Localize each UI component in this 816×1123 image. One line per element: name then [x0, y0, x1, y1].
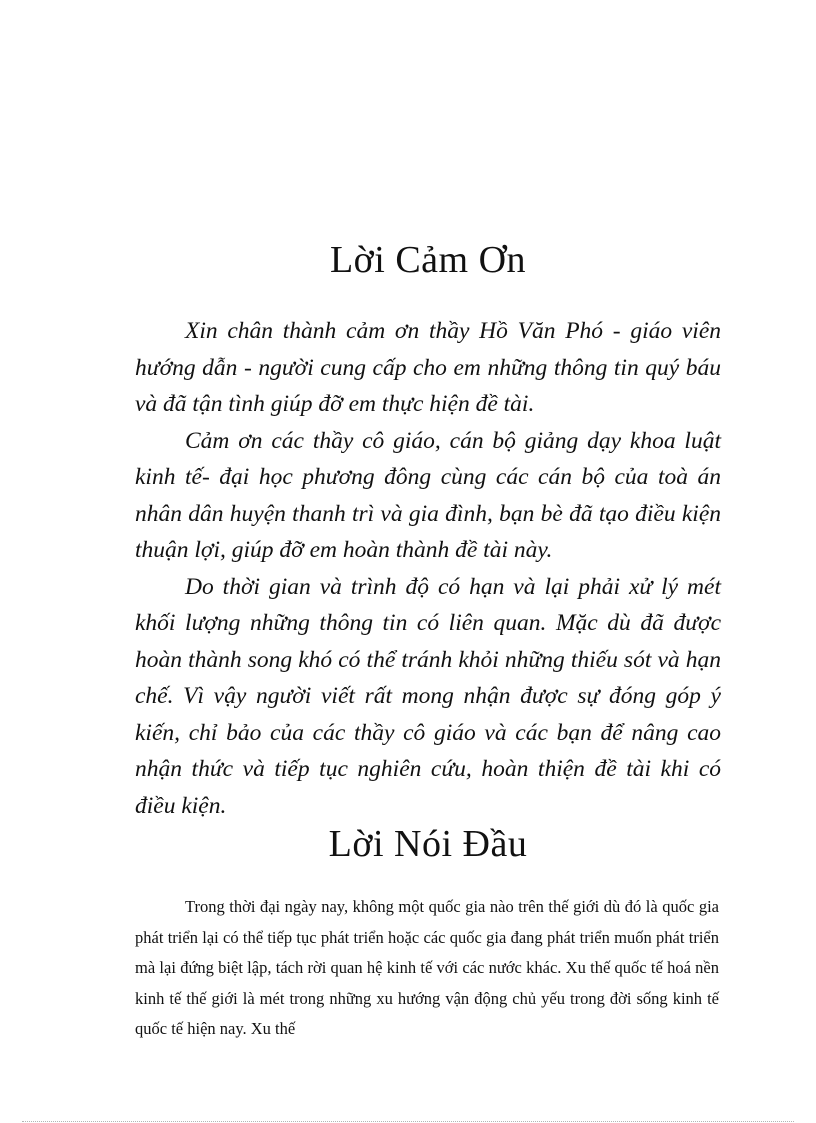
- heading-intro: Lời Nói Đầu: [328, 823, 528, 865]
- page-bottom-divider: [22, 1121, 794, 1122]
- thanks-section: [135, 313, 721, 824]
- intro-paragraph: Trong thời đại ngày nay, không một quốc gia nào trên thế giới dù đó là quốc gia phát triển lại có thể tiếp tục phát triển hoặc các quốc gia đang phát triển muốn phát triển mà lại đứng biệt lập, tách rời quan hệ kinh tế với các nước khác. Xu thế quốc tế hoá nền kinh tế thế giới là mét trong những xu hướng vận động chủ yếu trong đời sống kinh tế quốc tế hiện nay. Xu thế: [135, 897, 719, 1038]
- thanks-paragraph: Cảm ơn các thầy cô giáo, cán bộ giảng dạy khoa luật kinh tế- đại học phương đông cùng các cán bộ của toà án nhân dân huyện thanh trì và gia đình, bạn bè đã tạo điều kiện thuận lợi, giúp đỡ em hoàn thành đề tài này.: [135, 427, 721, 563]
- heading-thanks: Lời Cảm Ơn: [329, 239, 527, 281]
- intro-section: [135, 892, 719, 1045]
- thanks-paragraph: Do thời gian và trình độ có hạn và lại phải xử lý mét khối lượng những thông tin có liên quan. Mặc dù đã được hoàn thành song khó có thể tránh khỏi những thiếu sót và hạn chế. Vì vậy người viết rất mong nhận được sự đóng góp ý kiến, chỉ bảo của các thầy cô giáo và các bạn để nâng cao nhận thức và tiếp tục nghiên cứu, hoàn thiện đề tài khi có điều kiện.: [135, 573, 721, 819]
- thanks-paragraph: Xin chân thành cảm ơn thầy Hồ Văn Phó - giáo viên hướng dẫn - người cung cấp cho em những thông tin quý báu và đã tận tình giúp đỡ em thực hiện đề tài.: [135, 318, 721, 417]
